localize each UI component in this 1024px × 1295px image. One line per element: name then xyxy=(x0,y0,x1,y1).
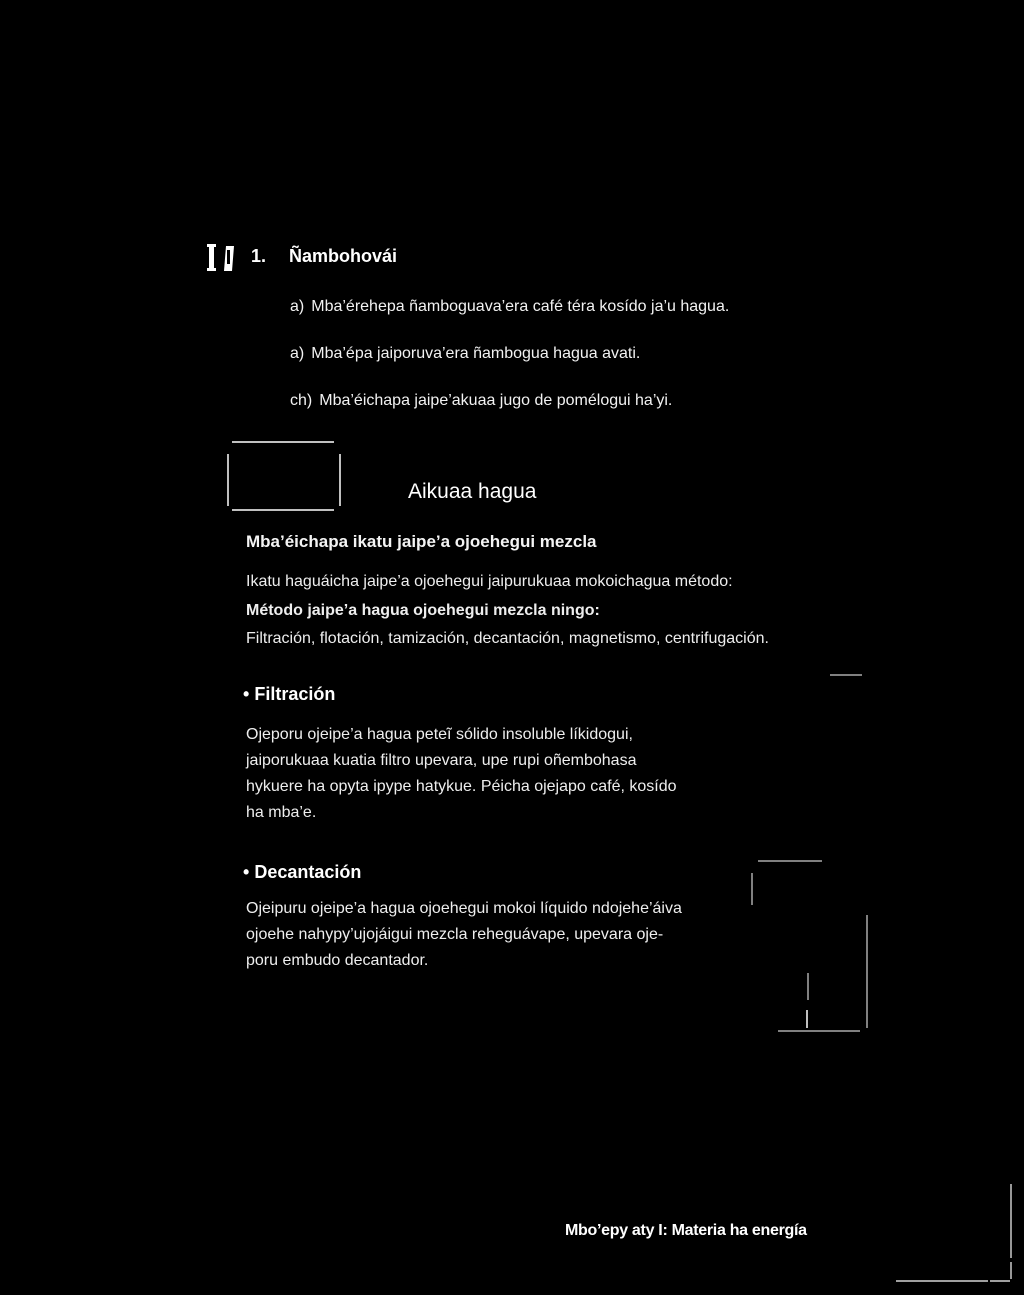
paragraph-line: Ojeporu ojeipe’a hagua peteĩ sólido insoluble líkidogui, xyxy=(246,726,633,743)
bullet-dot: • xyxy=(243,862,250,882)
methods-heading: Método jaipe’a hagua ojoehegui mezcla ningo: xyxy=(246,602,600,619)
section-box-outline xyxy=(226,440,342,512)
question-item-label: ch) xyxy=(290,392,313,409)
filtracion-title: Filtración xyxy=(254,684,336,704)
question-item-text: Mba’éichapa jaipe’akuaa jugo de pomélogui ha’yi. xyxy=(319,392,673,409)
paragraph-line: ojoehe nahypy’ujojáigui mezcla reheguávape, upevara oje- xyxy=(246,926,664,943)
bullet-dot: • xyxy=(243,684,250,704)
footer-unit-title: Mbo’epy aty I: Materia ha energía xyxy=(565,1222,807,1239)
question-item xyxy=(290,392,672,410)
question-item-label: a) xyxy=(290,345,305,362)
paragraph-line: hykuere ha opyta ipype hatykue. Péicha ojejapo café, kosído xyxy=(246,778,677,795)
question-number: 1. xyxy=(251,246,267,266)
question-item-text: Mba’épa jaiporuva’era ñambogua hagua avati. xyxy=(311,345,641,362)
section-title: Aikuaa hagua xyxy=(408,480,537,503)
filtracion-paragraph xyxy=(246,722,754,826)
question-title: Ñambohovái xyxy=(289,246,398,266)
paragraph-line: ha mba’e. xyxy=(246,804,317,821)
image-frame-lines xyxy=(750,655,880,1040)
filtracion-heading xyxy=(243,684,335,705)
paragraph-line: poru embudo decantador. xyxy=(246,952,429,969)
pencil-pair-icon xyxy=(207,244,239,272)
methods-list: Filtración, flotación, tamización, decantación, magnetismo, centrifugación. xyxy=(246,630,769,647)
decantacion-paragraph xyxy=(246,896,754,974)
decantacion-heading xyxy=(243,862,361,883)
question-item xyxy=(290,298,729,316)
footer-frame xyxy=(890,1180,1020,1285)
section-subtitle: Mba’éichapa ikatu jaipe’a ojoehegui mezcla xyxy=(246,532,597,551)
question-item-text: Mba’érehepa ñamboguava’era café téra kosído ja’u hagua. xyxy=(311,298,730,315)
question-item-label: a) xyxy=(290,298,305,315)
paragraph-line: Ojeipuru ojeipe’a hagua ojoehegui mokoi líquido ndojehe’áiva xyxy=(246,900,682,917)
decantacion-title: Decantación xyxy=(254,862,362,882)
question-heading xyxy=(251,246,397,267)
paragraph-line: jaiporukuaa kuatia filtro upevara, upe rupi oñembohasa xyxy=(246,752,637,769)
question-item xyxy=(290,345,640,363)
section-intro: Ikatu haguáicha jaipe’a ojoehegui jaipurukuaa mokoichagua método: xyxy=(246,573,733,590)
